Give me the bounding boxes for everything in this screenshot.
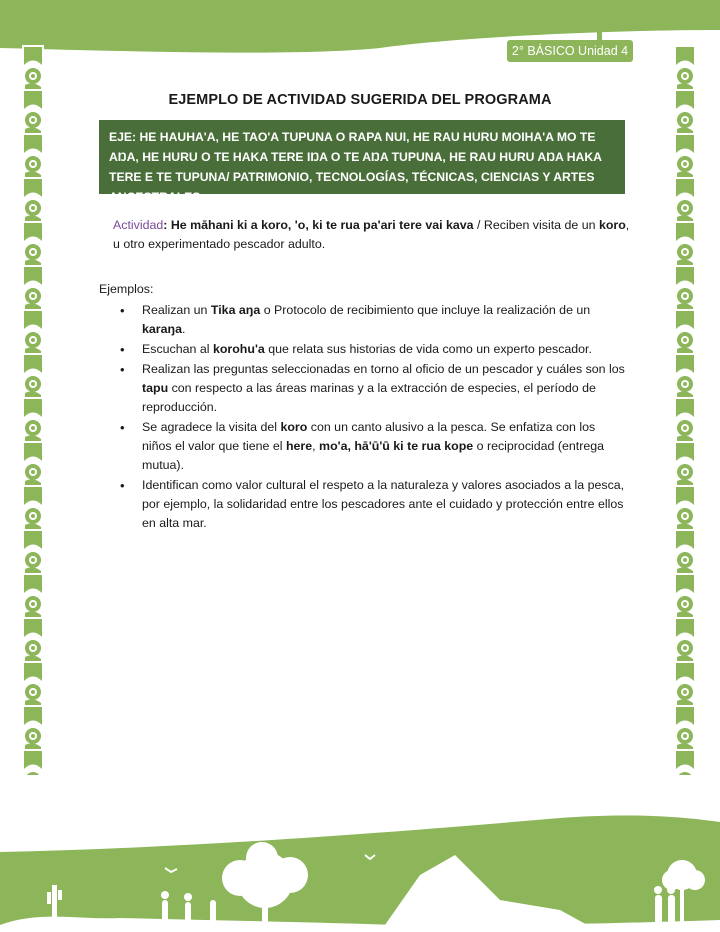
list-item: • Realizan las preguntas seleccionadas en torno al oficio de un pescador y cuáles son los tapu con respecto a las áreas marinas y a la extracción de especies, el período de reproducción.: [115, 360, 625, 417]
eje-box: [99, 120, 625, 204]
list-item: • Se agradece la visita del koro con un canto alusivo a la pesca. Se enfatiza con los niños el valor que tiene el here, mo'a, hā'ū'ū ki te rua kope o reciprocidad (entrega mutua).: [115, 418, 625, 475]
actividad-rest: , u otro experimentado pescador adulto.: [113, 218, 630, 251]
examples-list: [115, 301, 625, 534]
grade-unit-badge: 2° BÁSICO Unidad 4: [507, 40, 633, 62]
left-ornament-border-icon: [22, 45, 44, 775]
actividad-title: He māhani ki a koro, 'o, ki te rua pa'ari tere vai kava: [170, 218, 474, 232]
list-item: • Realizan un Tika aŋa o Protocolo de recibimiento que incluye la realización de un karaŋa.: [115, 301, 625, 339]
list-item: • Identifican como valor cultural el respeto a la naturaleza y valores asociados a la pesca, por ejemplo, la solidaridad entre los pescadores ante el cuidado y protección entre ellos en alta mar.: [115, 476, 625, 533]
footer-landscape-illustration: [0, 760, 720, 932]
ejemplos-label: Ejemplos:: [99, 282, 154, 296]
page-title: EJEMPLO DE ACTIVIDAD SUGERIDA DEL PROGRAMA: [168, 92, 552, 108]
right-ornament-border-icon: [674, 45, 696, 775]
actividad-colon: :: [163, 218, 171, 232]
eje-text: EJE: HE HAUHA'A, HE TAO'A TUPUNA O RAPA NUI, HE RAU HURU MOIHA'A MO TE AŊA, HE HURU O TE HAKA TERE IŊA O TE AŊA TUPUNA, HE RAU HURU AŊA HAKA TERE E TE TUPUNA/ PATRIMONIO, TECNOLOGÍAS, TÉCNICAS, CIENCIAS Y ARTES ANCESTRALES.: [109, 130, 602, 204]
actividad-koro: koro: [598, 218, 626, 232]
actividad-sep: / Reciben visita de un: [473, 218, 599, 232]
actividad-label: Actividad: [113, 218, 164, 232]
actividad-paragraph: [113, 216, 638, 254]
list-item: • Escuchan al korohu'a que relata sus historias de vida como un experto pescador.: [115, 340, 625, 359]
